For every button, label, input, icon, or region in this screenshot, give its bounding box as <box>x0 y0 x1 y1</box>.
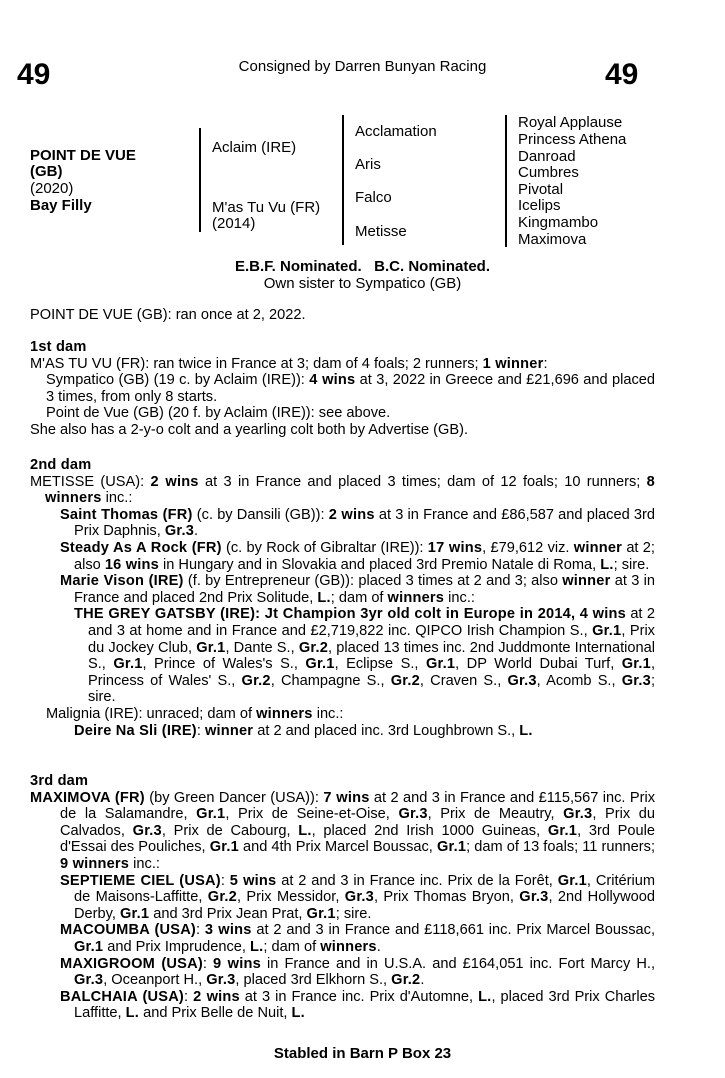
pedigree-ancestor-3: Danroad <box>518 148 576 165</box>
third-dam-section <box>30 773 655 1022</box>
second-dam-section <box>30 457 655 739</box>
horse-name: POINT DE VUE <box>30 147 136 164</box>
pedigree-granddam-2: Metisse <box>355 223 407 240</box>
third-dam-heading: 3rd dam <box>30 773 89 789</box>
pedigree-ancestor-7: Kingmambo <box>518 214 599 231</box>
summary: POINT DE VUE (GB): ran once at 2, 2022. <box>30 307 306 323</box>
horse-description: Bay Filly <box>30 197 92 214</box>
first-dam-note: She also has a 2-y-o colt and a yearling colt both by Advertise (GB). <box>30 421 469 438</box>
pedigree-divider-1 <box>199 128 201 232</box>
horse-year: (2020) <box>30 180 74 197</box>
horse-country: (GB) <box>30 163 63 180</box>
pedigree-grandsire-2: Falco <box>355 189 392 206</box>
first-dam-produce-sympatico: Sympatico (GB) (19 c. by Aclaim (IRE)): 4 wins at 3, 2022 in Greece and £21,696 and placed 3 times, from only 8 starts. <box>46 372 655 405</box>
first-dam-section <box>30 339 655 439</box>
pedigree-sire: Aclaim (IRE) <box>212 139 297 156</box>
sister-note: Own sister to Sympatico (GB) <box>263 275 462 292</box>
stabling-info: Stabled in Barn P Box 23 <box>273 1045 452 1062</box>
produce-septieme-ciel: SEPTIEME CIEL (USA): 5 wins at 2 and 3 in France inc. Prix de la Forêt, Gr.1, Critérium de Maisons-Laffitte, Gr.2, Prix Messidor, Gr.3, Prix Thomas Bryon, Gr.3, 2nd Hollywood Derby, Gr.1 and 3rd Prix Jean Prat, Gr.1; sire. <box>60 872 656 922</box>
first-dam-produce-point-de-vue: Point de Vue (GB) (20 f. by Aclaim (IRE)): see above. <box>46 405 391 422</box>
produce-maxigroom: MAXIGROOM (USA): 9 wins in France and in U.S.A. and £164,051 inc. Fort Marcy H., Gr.3, Oceanport H., Gr.3, placed 3rd Elkhorn S., Gr.2. <box>60 955 656 989</box>
produce-the-grey-gatsby: THE GREY GATSBY (IRE): Jt Champion 3yr old colt in Europe in 2014, 4 wins at 2 and 3 at home and in France and £2,719,822 inc. QIPCO Irish Champion S., Gr.1, Prix du Jockey Club, Gr.1, Dante S., Gr.2, placed 13 times inc. 2nd Juddmonte International S., Gr.1, Prince of Wales's S., Gr.1, Eclipse S., Gr.1, DP World Dubai Turf, Gr.1, Princess of Wales' S., Gr.2, Champagne S., Gr.2, Craven S., Gr.3, Acomb S., Gr.3; sire. <box>74 606 655 706</box>
produce-malignia: Malignia (IRE): unraced; dam of winners inc.: <box>46 705 344 722</box>
pedigree-ancestor-2: Princess Athena <box>518 131 627 148</box>
pedigree-divider-3 <box>505 115 507 247</box>
pedigree-ancestor-5: Pivotal <box>518 181 564 198</box>
second-dam-record: METISSE (USA): 2 wins at 3 in France and placed 3 times; dam of 12 foals; 10 runners; 8 winners inc.: <box>30 473 655 507</box>
lot-number-left: 49 <box>17 58 51 91</box>
pedigree-dam: M'as Tu Vu (FR) <box>212 199 321 216</box>
consignor: Consigned by Darren Bunyan Racing <box>238 58 487 75</box>
pedigree-ancestor-4: Cumbres <box>518 164 579 181</box>
first-dam-record: M'AS TU VU (FR): ran twice in France at 3; dam of 4 foals; 2 runners; 1 winner: <box>30 355 548 372</box>
first-dam-heading: 1st dam <box>30 339 87 355</box>
pedigree-ancestor-1: Royal Applause <box>518 114 623 131</box>
pedigree-granddam-1: Aris <box>355 156 381 173</box>
pedigree-ancestor-8: Maximova <box>518 231 587 248</box>
pedigree-ancestor-6: Icelips <box>518 197 561 214</box>
produce-saint-thomas: Saint Thomas (FR) (c. by Dansili (GB)): 2 wins at 3 in France and £86,587 and placed 3rd Prix Daphnis, Gr.3. <box>60 506 655 540</box>
pedigree-divider-2 <box>342 115 344 245</box>
produce-macoumba: MACOUMBA (USA): 3 wins at 2 and 3 in France and £118,661 inc. Prix Marcel Boussac, Gr.1 and Prix Imprudence, L.; dam of winners. <box>60 922 655 955</box>
produce-steady-as-a-rock: Steady As A Rock (FR) (c. by Rock of Gibraltar (IRE)): 17 wins, £79,612 viz. winner at 2; also 16 wins in Hungary and in Slovakia and placed 3rd Premio Natale di Roma, L.; sire. <box>60 539 655 573</box>
third-dam-record: MAXIMOVA (FR) (by Green Dancer (USA)): 7 wins at 2 and 3 in France and £115,567 inc. Prix de la Salamandre, Gr.1, Prix de Seine-et-Oise, Gr.3, Prix de Meautry, Gr.3, Prix du Calvados, Gr.3, Prix de Cabourg, L., placed 2nd Irish 1000 Guineas, Gr.1, 3rd Poule d'Essai des Pouliches, Gr.1 and 4th Prix Marcel Boussac, Gr.1; dam of 13 foals; 11 runners; 9 winners inc.: <box>30 789 656 872</box>
second-dam-heading: 2nd dam <box>30 457 92 473</box>
lot-number-right: 49 <box>605 58 639 91</box>
nominations: E.B.F. Nominated. B.C. Nominated. <box>234 258 491 275</box>
pedigree-grandsire-1: Acclamation <box>355 123 437 140</box>
produce-marie-vison: Marie Vison (IRE) (f. by Entrepreneur (GB)): placed 3 times at 2 and 3; also winner at 3 in France and placed 2nd Prix Solitude, L.; dam of winners inc.: <box>60 573 656 606</box>
produce-balchaia: BALCHAIA (USA): 2 wins at 3 in France inc. Prix d'Automne, L., placed 3rd Prix Charles Laffitte, L. and Prix Belle de Nuit, L. <box>60 988 655 1022</box>
produce-deire-na-sli: Deire Na Sli (IRE): winner at 2 and placed inc. 3rd Loughbrown S., L. <box>74 722 533 739</box>
pedigree-dam-year: (2014) <box>212 215 256 232</box>
